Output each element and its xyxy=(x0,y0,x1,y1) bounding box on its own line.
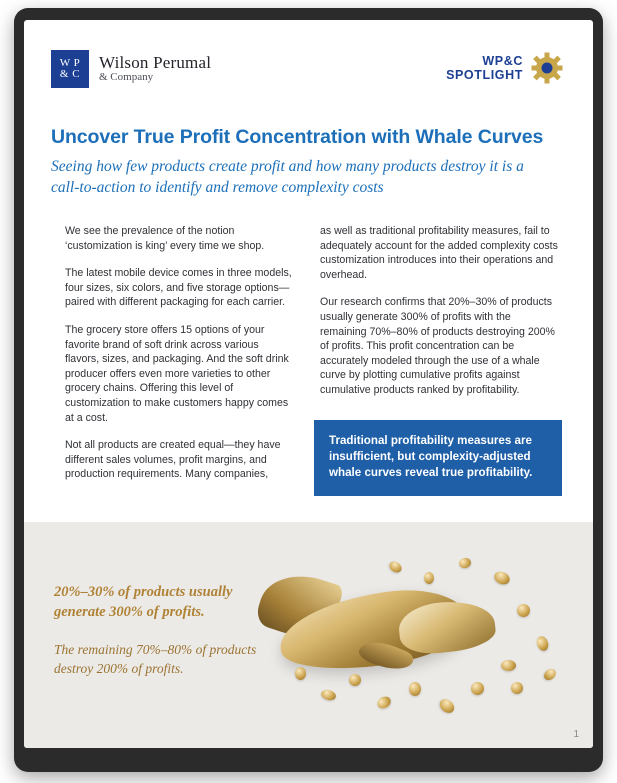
spotlight-badge xyxy=(446,52,563,84)
paragraph: Our research confirms that 20%–30% of products usually generate 300% of profits with the remaining 70%–80% of products destroying 200% of profits. This profit concentration can be accurately modeled through the use of a whale curve by plotting cumulative profits against cumulative products ranked by profitability. xyxy=(320,296,555,396)
body-column-left xyxy=(65,224,295,495)
coin-icon xyxy=(295,667,306,680)
paragraph: Not all products are created equal—they have different sales volumes, profit margins, and production requirements. Many companies, xyxy=(65,439,281,481)
coin-icon xyxy=(409,682,421,696)
body-column-right xyxy=(320,224,560,411)
coin-icon xyxy=(387,559,403,575)
document-page xyxy=(24,20,593,748)
logo-company-name: Wilson Perumal xyxy=(99,53,212,73)
paragraph: The grocery store offers 15 options of your favorite brand of soft drink across various flavors, sizes, and packaging. And the soft drink producer offers even more varieties to other grocery chains. Offering this level of customization to make customers happy comes at a cost. xyxy=(65,323,289,424)
illustration-band xyxy=(24,522,593,748)
page-header xyxy=(24,20,593,98)
band-quote-secondary: The remaining 70%–80% of products destroy 200% of profits. xyxy=(54,642,257,676)
paragraph: We see the prevalence of the notion ‘customization is king’ every time we shop. xyxy=(65,225,265,252)
coin-icon xyxy=(375,694,393,711)
coin-icon xyxy=(492,569,512,587)
band-quote xyxy=(54,582,259,678)
coin-icon xyxy=(501,660,516,671)
paragraph: as well as traditional profitability measures, fail to adequately account for the added complexity costs customization introduces into their operations and overhead. xyxy=(320,225,558,281)
coin-icon xyxy=(471,682,484,695)
logo-company-suffix: & Company xyxy=(99,71,154,84)
coin-icon xyxy=(437,696,457,715)
coin-icon xyxy=(349,674,361,686)
coin-icon xyxy=(511,682,523,694)
document-frame xyxy=(14,8,603,772)
paragraph: The latest mobile device comes in three models, four sizes, six colors, and five storage options—paired with different packaging for each carrier. xyxy=(65,267,292,309)
page-subtitle: Seeing how few products create profit and how many products destroy it is a call-to-action to identify and remove complexity costs xyxy=(51,158,524,196)
coin-icon xyxy=(458,557,472,570)
spotlight-line1: WP&C xyxy=(482,54,523,68)
whale-illustration xyxy=(249,532,579,742)
gear-icon xyxy=(531,52,563,84)
spotlight-line2: SPOTLIGHT xyxy=(446,68,523,82)
coin-icon xyxy=(424,572,434,584)
logo-text xyxy=(99,54,211,83)
coin-icon xyxy=(517,604,530,617)
logo-monogram-line2: & C xyxy=(59,68,81,80)
spotlight-text xyxy=(446,54,523,82)
page-number: 1 xyxy=(573,729,579,740)
coin-icon xyxy=(320,688,337,702)
logo-monogram xyxy=(51,50,89,88)
logo-monogram-line1: W P xyxy=(59,57,81,69)
page-title: Uncover True Profit Concentration with Whale Curves xyxy=(51,126,544,148)
coin-icon xyxy=(542,666,558,682)
band-quote-primary: 20%–30% of products usually generate 300% of profits. xyxy=(54,584,233,620)
callout-box: Traditional profitability measures are insufficient, but complexity-adjusted whale curves reveal true profitability. xyxy=(314,420,562,496)
company-logo[interactable] xyxy=(51,50,211,88)
coin-icon xyxy=(535,635,550,653)
